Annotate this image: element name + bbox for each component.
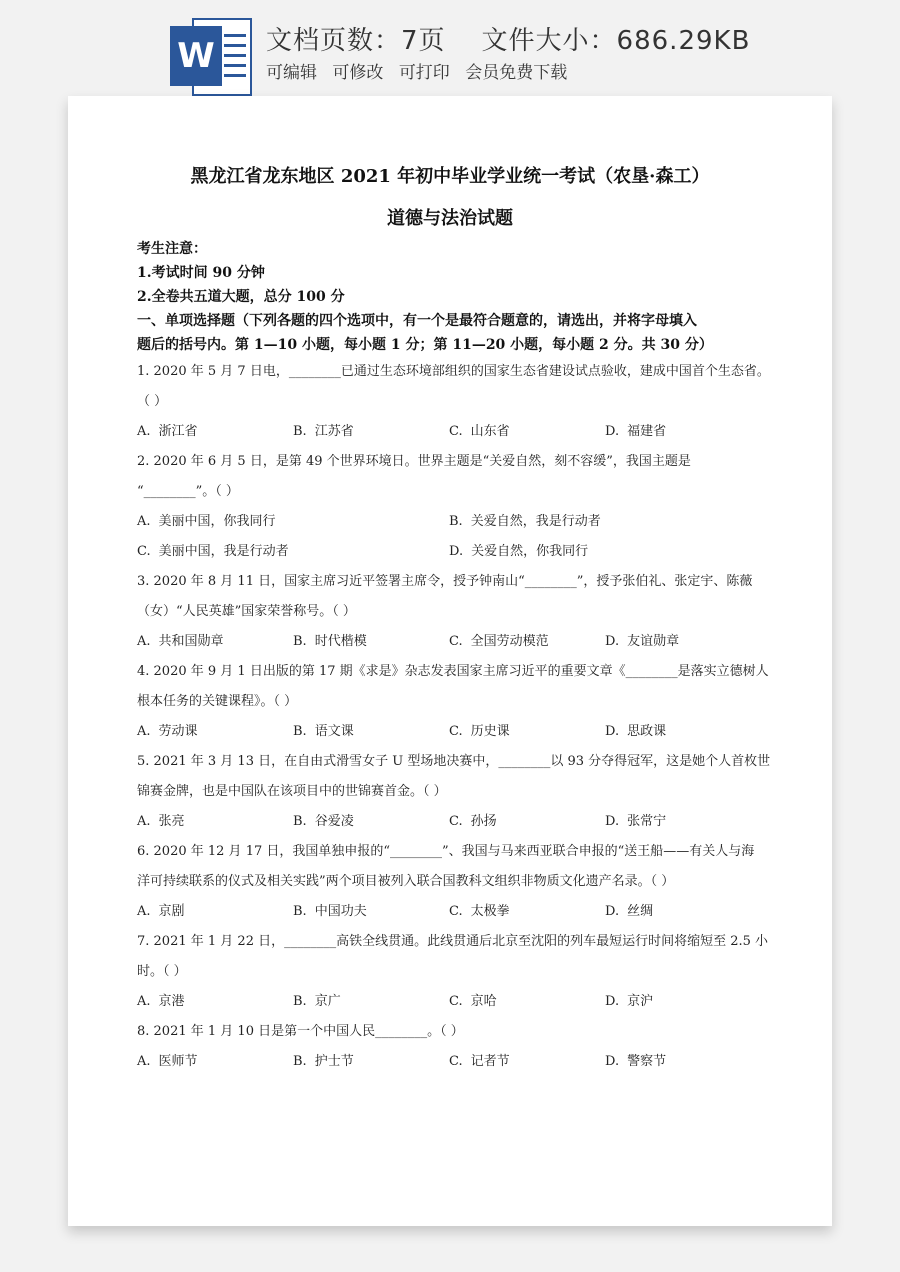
option-text: 护士节 bbox=[314, 1054, 354, 1069]
option-text: 京哈 bbox=[470, 994, 497, 1009]
option-d bbox=[605, 1050, 666, 1069]
option-text: 谷爱凌 bbox=[314, 814, 354, 829]
section-heading: 题后的括号内。第 1—10 小题，每小题 1 分；第 11—20 小题，每小题 2 分。共 30 分） bbox=[137, 337, 713, 353]
option-text: 劳动课 bbox=[158, 724, 198, 739]
feature-list bbox=[266, 58, 577, 83]
option-letter: B. bbox=[293, 724, 307, 739]
option-letter: D. bbox=[605, 1054, 620, 1069]
feature-member-download: 会员免费下载 bbox=[465, 63, 568, 83]
option-text: 美丽中国，你我同行 bbox=[158, 514, 276, 529]
option-letter: C. bbox=[449, 1054, 463, 1069]
question-text: 2. 2020 年 6 月 5 日，是第 49 个世界环境日。世界主题是“关爱自然，刻不容缓”，我国主题是 bbox=[137, 454, 691, 469]
option-row bbox=[137, 900, 777, 920]
option-letter: A. bbox=[137, 514, 151, 529]
option-letter: C. bbox=[449, 724, 463, 739]
option-d bbox=[605, 720, 666, 739]
option-letter: D. bbox=[605, 724, 620, 739]
option-text: 全国劳动模范 bbox=[470, 634, 549, 649]
notice-heading: 考生注意： bbox=[137, 241, 207, 257]
option-text: 时代楷模 bbox=[314, 634, 367, 649]
option-text: 丝绸 bbox=[627, 904, 654, 919]
option-letter: B. bbox=[293, 994, 307, 1009]
question-text-continued: “________”。（ ） bbox=[137, 484, 239, 499]
option-row bbox=[137, 810, 777, 830]
option-row bbox=[137, 1050, 777, 1070]
option-text: 江苏省 bbox=[314, 424, 354, 439]
document-title: 黑龙江省龙东地区 2021 年初中毕业学业统一考试（农垦·森工） bbox=[190, 166, 710, 187]
option-letter: A. bbox=[137, 814, 151, 829]
option-letter: A. bbox=[137, 994, 151, 1009]
option-row bbox=[137, 630, 777, 650]
page-count: 文档页数：7页 bbox=[266, 26, 446, 56]
option-text: 共和国勋章 bbox=[158, 634, 224, 649]
option-text: 京港 bbox=[158, 994, 185, 1009]
option-d bbox=[605, 900, 653, 919]
question-text-continued: 洋可持续联系的仪式及相关实践”两个项目被列入联合国教科文组织非物质文化遗产名录。（ ） bbox=[137, 874, 675, 889]
option-text: 美丽中国，我是行动者 bbox=[158, 544, 289, 559]
option-text: 中国功夫 bbox=[314, 904, 367, 919]
option-text: 浙江省 bbox=[158, 424, 198, 439]
option-row bbox=[137, 420, 777, 440]
option-letter: D. bbox=[449, 544, 464, 559]
word-document-icon: W bbox=[170, 18, 252, 96]
feature-editable: 可编辑 bbox=[266, 63, 317, 83]
option-text: 友谊勋章 bbox=[627, 634, 680, 649]
option-letter: C. bbox=[449, 634, 463, 649]
option-letter: A. bbox=[137, 424, 151, 439]
option-letter: B. bbox=[293, 904, 307, 919]
option-d bbox=[605, 420, 666, 439]
option-text: 福建省 bbox=[627, 424, 667, 439]
option-letter: D. bbox=[605, 424, 620, 439]
option-letter: C. bbox=[449, 904, 463, 919]
option-text: 语文课 bbox=[314, 724, 354, 739]
feature-modifiable: 可修改 bbox=[332, 63, 384, 83]
option-letter: A. bbox=[137, 634, 151, 649]
question-text: 1. 2020 年 5 月 7 日电，________已通过生态环境部组织的国家生态省建设试点验收，建成中国首个生态省。 bbox=[137, 364, 770, 379]
option-text: 张亮 bbox=[158, 814, 185, 829]
option-text: 思政课 bbox=[627, 724, 667, 739]
option-text: 张常宁 bbox=[627, 814, 667, 829]
option-letter: C. bbox=[449, 814, 463, 829]
option-text: 历史课 bbox=[470, 724, 510, 739]
option-row bbox=[137, 990, 777, 1010]
question-text: 3. 2020 年 8 月 11 日，国家主席习近平签署主席令，授予钟南山“________”，授予张伯礼、张定宇、陈薇 bbox=[137, 574, 753, 589]
option-letter: B. bbox=[293, 814, 307, 829]
question-text: 7. 2021 年 1 月 22 日，________高铁全线贯通。此线贯通后北京至沈阳的列车最短运行时间将缩短至 2.5 小 bbox=[137, 934, 769, 949]
option-letter: D. bbox=[605, 904, 620, 919]
file-size: 文件大小：686.29KB bbox=[481, 26, 751, 56]
option-letter: C. bbox=[449, 994, 463, 1009]
option-b bbox=[449, 510, 601, 529]
option-d bbox=[605, 810, 666, 829]
option-letter: A. bbox=[137, 1054, 151, 1069]
option-text: 京广 bbox=[314, 994, 341, 1009]
option-letter: D. bbox=[605, 994, 620, 1009]
option-text: 京沪 bbox=[627, 994, 654, 1009]
section-heading: 一、单项选择题（下列各题的四个选项中，有一个是最符合题意的，请选出，并将字母填入 bbox=[137, 313, 697, 329]
question-text-continued: 锦赛金牌，也是中国队在该项目中的世锦赛首金。（ ） bbox=[137, 784, 447, 799]
question-text-continued: 根本任务的关键课程》。（ ） bbox=[137, 694, 298, 709]
question-text: 8. 2021 年 1 月 10 日是第一个中国人民________。（ ） bbox=[137, 1024, 464, 1039]
option-text: 山东省 bbox=[470, 424, 510, 439]
option-letter: B. bbox=[293, 634, 307, 649]
question-text-continued: （女）“人民英雄”国家荣誉称号。（ ） bbox=[137, 604, 356, 619]
option-text: 孙扬 bbox=[470, 814, 497, 829]
feature-printable: 可打印 bbox=[398, 63, 450, 83]
option-letter: B. bbox=[293, 1054, 307, 1069]
document-page bbox=[68, 96, 832, 1226]
option-text: 京剧 bbox=[158, 904, 185, 919]
option-row bbox=[137, 720, 777, 740]
option-text: 太极拳 bbox=[470, 904, 510, 919]
option-row bbox=[137, 510, 777, 530]
option-letter: D. bbox=[605, 814, 620, 829]
option-text: 警察节 bbox=[627, 1054, 667, 1069]
file-info bbox=[266, 20, 750, 57]
option-letter: B. bbox=[449, 514, 463, 529]
option-d bbox=[449, 540, 588, 559]
question-text-continued: 时。（ ） bbox=[137, 964, 187, 979]
download-banner bbox=[0, 0, 900, 96]
notice-item: 2.全卷共五道大题，总分 100 分 bbox=[137, 289, 345, 305]
question-text: 4. 2020 年 9 月 1 日出版的第 17 期《求是》杂志发表国家主席习近平的重要文章《________是落实立德树人 bbox=[137, 664, 769, 679]
option-letter: C. bbox=[137, 544, 151, 559]
question-text-continued: （ ） bbox=[137, 394, 168, 409]
option-letter: C. bbox=[449, 424, 463, 439]
document-subtitle: 道德与法治试题 bbox=[387, 208, 513, 229]
option-letter: A. bbox=[137, 904, 151, 919]
option-text: 医师节 bbox=[158, 1054, 198, 1069]
option-row bbox=[137, 540, 777, 560]
option-letter: A. bbox=[137, 724, 151, 739]
option-d bbox=[605, 630, 679, 649]
option-letter: B. bbox=[293, 424, 307, 439]
notice-item: 1.考试时间 90 分钟 bbox=[137, 265, 265, 281]
option-text: 记者节 bbox=[470, 1054, 510, 1069]
option-text: 关爱自然，我是行动者 bbox=[470, 514, 601, 529]
question-text: 6. 2020 年 12 月 17 日，我国单独申报的“________”、我国与马来西亚联合申报的“送王船——有关人与海 bbox=[137, 844, 755, 859]
option-d bbox=[605, 990, 653, 1009]
option-text: 关爱自然，你我同行 bbox=[471, 544, 589, 559]
question-text: 5. 2021 年 3 月 13 日，在自由式滑雪女子 U 型场地决赛中，________以 93 分夺得冠军，这是她个人首枚世 bbox=[137, 754, 771, 769]
option-letter: D. bbox=[605, 634, 620, 649]
